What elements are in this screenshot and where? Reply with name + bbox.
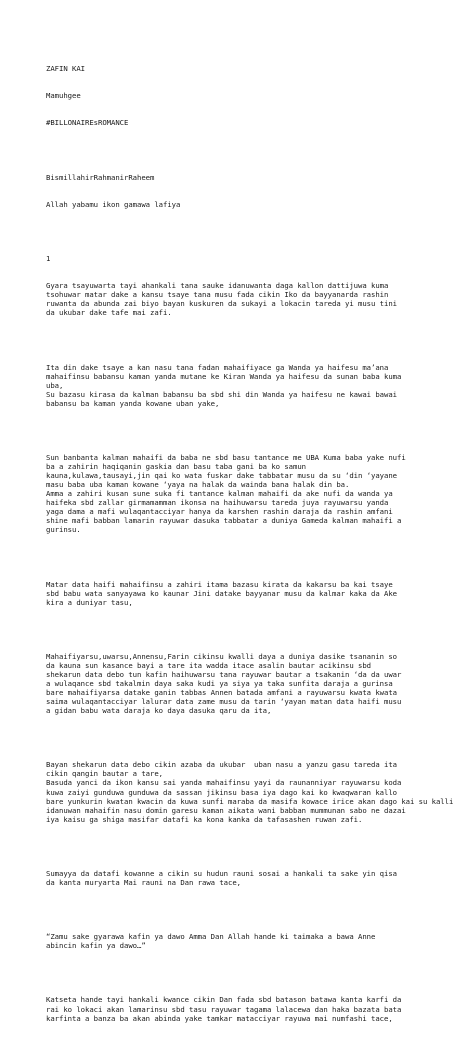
prayer-line: Allah yabamu ikon gamawa lafiya	[46, 199, 181, 209]
story-author: Mamuhgee	[46, 91, 81, 101]
paragraph: Matar data haifi mahaifinsu a zahiri itama bazasu kirata da kakarsu ba kai tsaye sbd babu wata sanyayawa ko kaunar Jini datake bayyanar musu da kalmar kaka da Ake kira a duniyar tasu,	[46, 579, 397, 607]
spacer	[46, 968, 444, 977]
story-title: ZAFIN KAI	[46, 64, 85, 74]
spacer	[46, 842, 444, 851]
paragraph: Sumayya da datafi kowanne a cikin su hudun rauni sosai a hankali ta sake yin qisa da kanta muryarta Mai rauni na Dan rawa tace,	[46, 868, 397, 887]
spacer	[46, 227, 444, 236]
paragraph: Sun banbanta kalman mahaifi da baba ne sbd basu tantance me UBA Kuma baba yake nufi ba a zahirin haqiqanin gaskia dan basu taba gani ba ko samun kauna,kulawa,tausayi,jin qai ko wata fuskar dake tabbatar musu da su ‘din ‘yayane masu baba uba kaman kowane ‘yaya na halak da wainda bana halak din ba. Amma a zahiri kusan sune suka fi tantance kalman mahaifi da ake nufi da wanda ya haifeka sbd zallar girmamamman ikonsa na haihuwarsu tareda juya rayuwarsu yanda yaga dama a mafi wulaqantacciyar hanya da karshen rashin daraja da rashin amfani shine mafi babban lamarin rayuwar dasuka tabbatar a duniya Gameda kalman mahaifi a gurinsu.	[46, 452, 406, 535]
paragraph: Ita din dake tsaye a kan nasu tana fadan mahaifiyace ga Wanda ya haifesu ma’ana mahaifinsu babansu kaman yanda mutane ke Kiran Wanda ya haifesu da sunan baba kuma uba, Su bazasu kirasa da kalman babansu ba sbd shi din Wanda ya haifesu ne kawai bawai babansu ba kaman yanda kowane uban yake,	[46, 362, 402, 408]
spacer	[46, 552, 444, 561]
paragraph: Mahaifiyarsu,uwarsu,Annensu,Farin cikinsu kwalli daya a duniya dasike tsananin so da kauna sun kasance bayi a tare ita wadda itace asalin bautar acikinsu sbd shekarun data debo tun kafin haihuwarsu tana rayuwar bautar a tsakanin ‘da da uwar a wulaqance sbd takalmin daya saka kudi ya siya ya taka sunfita daraja a gurinsa bare mahaifiyarsa datake ganin tabbas Annen batada amfani a rayuwarsu kwata kwata saima wulaqantacciyar lalurar data zame musu da tarin ‘yayan matan data haifi musu a gidan babu wata daraja ko daya dasuka qaru da ita,	[46, 651, 402, 716]
paragraph: Bayan shekarun data debo cikin azaba da ukubar uban nasu a yanzu gasu tareda ita cikin qangin bautar a tare, Basuda yanci da ikon kansu sai yanda mahaifinsu yayi da raunanniyar rayuwarsu koda kuwa zaiyi gunduwa gunduwa da sassan jikinsu basa iya dago kai ko kwaqwaran kallo bare yunkurin kwatan kwacin da kuwa sunfi maraba da masifa kowace irice akan dago kai su kalli idanuwan mahaifin nasu domin garesu kaman aikata wani babban mummunan sabo ne dazai iya kaisu ga shiga masifar datafi ka kona kanka da tafasashen ruwan zafi.	[46, 760, 454, 824]
bismillah-line: BismillahirRahmanirRaheem	[46, 172, 155, 182]
spacer	[46, 733, 444, 742]
spacer	[46, 335, 444, 344]
document-body	[46, 46, 454, 1041]
paragraph: Gyara tsayuwarta tayi ahankali tana sauke idanuwanta daga kallon dattijuwa kuma tsohuwar matar dake a kansu tsaye tana musu fada cikin Iko da bayyanarda rashin ruwanta da abunda zai biyo bayan kuskuren da sukayi a lokacin tareda yi musu tini da ukubar dake tafe mai zafi.	[46, 281, 397, 318]
spacer	[46, 426, 444, 435]
spacer	[46, 146, 444, 155]
chapter-number: 1	[46, 253, 51, 263]
story-hashtag: #BILLONAIREsROMANCE	[46, 118, 129, 128]
spacer	[46, 905, 444, 914]
paragraph: Katseta hande tayi hankali kwance cikin Dan fada sbd batason batawa kanta karfi da rai ko lokaci akan lamarinsu sbd tasu rayuwar tagama lalacewa dan haka bazata bata karfinta a banza ba akan abinda yake tamkar matacciyar rayuwa mai numfashi tace,	[46, 995, 402, 1023]
dialogue-paragraph: “Zamu sake gyarawa kafin ya dawo Amma Dan Allah hande ki taimaka a bawa Anne abincin kafin ya dawo…”	[46, 932, 376, 951]
spacer	[46, 625, 444, 634]
